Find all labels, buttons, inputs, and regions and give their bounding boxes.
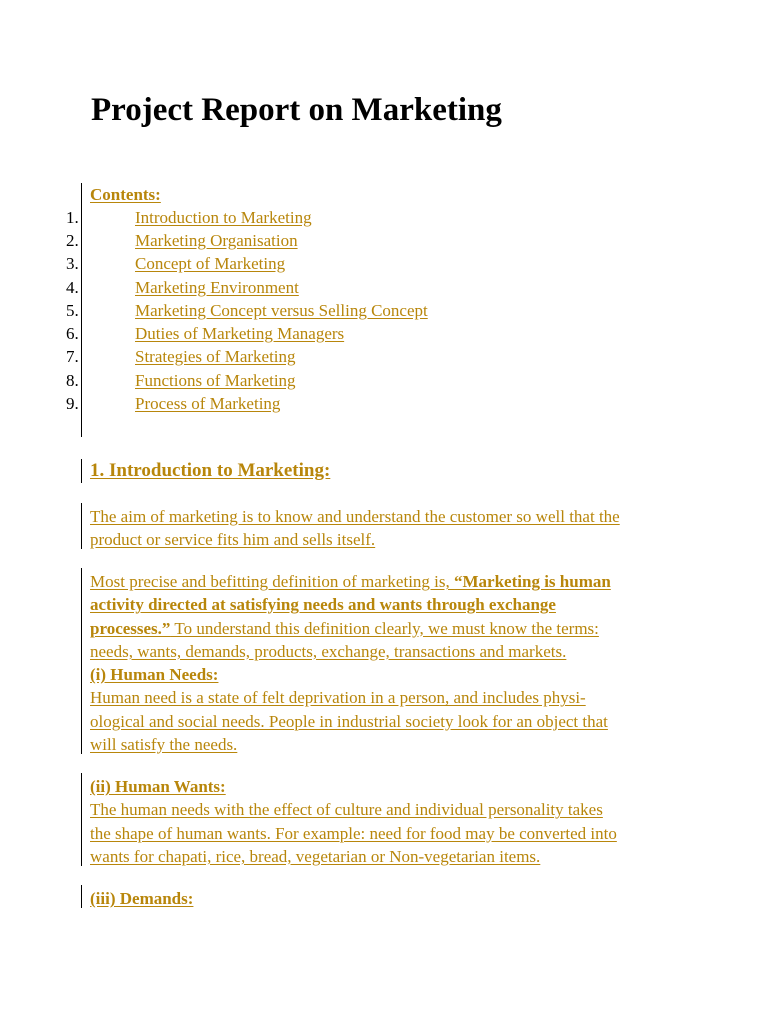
paragraph-line: wants for chapati, rice, bread, vegetarian or Non-vegetarian items. xyxy=(90,846,541,866)
definition-quote-line: activity directed at satisfying needs and wants through exchange xyxy=(90,595,556,615)
toc-link-strategies[interactable]: Strategies of Marketing xyxy=(135,347,296,366)
toc-link-functions[interactable]: Functions of Marketing xyxy=(135,371,296,390)
paragraph-line xyxy=(90,570,730,593)
toc-link-environment[interactable]: Marketing Environment xyxy=(135,278,299,297)
paragraph-line: The human needs with the effect of culture and individual personality takes xyxy=(90,800,603,820)
demands-heading: (iii) Demands: xyxy=(90,889,194,908)
toc-number: 3. xyxy=(66,254,79,273)
toc-link-marketing-vs-selling[interactable]: Marketing Concept versus Selling Concept xyxy=(135,301,428,320)
human-wants-heading: (ii) Human Wants: xyxy=(90,777,226,796)
toc-link-concept[interactable]: Concept of Marketing xyxy=(135,254,286,273)
paragraph-line: Human need is a state of felt deprivation in a person, and includes physi- xyxy=(90,688,586,708)
para2-margin-bar xyxy=(81,568,82,754)
toc-link-organisation[interactable]: Marketing Organisation xyxy=(135,231,298,250)
toc-number: 4. xyxy=(66,278,79,297)
definition-followup-text: To understand this definition clearly, we must know the terms: xyxy=(170,618,599,638)
toc-number: 6. xyxy=(66,324,79,343)
paragraph-line: the shape of human wants. For example: need for food may be converted into xyxy=(90,823,617,843)
toc-number: 2. xyxy=(66,231,79,250)
para4-margin-bar xyxy=(81,885,82,908)
definition-quote-end: processes.” xyxy=(90,618,171,638)
document-title: Project Report on Marketing xyxy=(91,92,502,128)
toc-link-process[interactable]: Process of Marketing xyxy=(135,394,281,413)
intro-paragraph[interactable] xyxy=(90,505,730,552)
toc-number: 5. xyxy=(66,301,79,320)
contents-margin-bar xyxy=(81,183,82,437)
human-needs-heading: (i) Human Needs: xyxy=(90,665,219,685)
definition-intro-text: Most precise and befitting definition of marketing is, xyxy=(90,572,455,591)
paragraph-line xyxy=(90,617,730,640)
demands-paragraph[interactable] xyxy=(90,887,730,910)
paragraph-line: needs, wants, demands, products, exchange, transactions and markets. xyxy=(90,641,567,661)
toc-number: 1. xyxy=(66,208,79,227)
definition-paragraph[interactable] xyxy=(90,570,730,756)
toc-link-introduction[interactable]: Introduction to Marketing xyxy=(135,208,312,227)
toc-number: 8. xyxy=(66,371,79,390)
human-wants-paragraph[interactable] xyxy=(90,775,730,868)
paragraph-line: The aim of marketing is to know and understand the customer so well that the xyxy=(90,507,620,526)
paragraph-line: product or service fits him and sells itself. xyxy=(90,530,376,550)
definition-quote-text: “Marketing is human xyxy=(454,572,611,591)
toc-number: 7. xyxy=(66,347,79,366)
para1-margin-bar xyxy=(81,503,82,549)
contents-heading[interactable]: Contents: xyxy=(90,185,161,204)
section-heading-margin-bar xyxy=(81,459,82,483)
section-heading-introduction[interactable]: 1. Introduction to Marketing: xyxy=(90,460,331,481)
paragraph-line: will satisfy the needs. xyxy=(90,735,238,755)
toc-number: 9. xyxy=(66,394,79,413)
para3-margin-bar xyxy=(81,773,82,866)
toc-link-duties[interactable]: Duties of Marketing Managers xyxy=(135,324,345,343)
paragraph-line: ological and social needs. People in industrial society look for an object that xyxy=(90,711,608,731)
